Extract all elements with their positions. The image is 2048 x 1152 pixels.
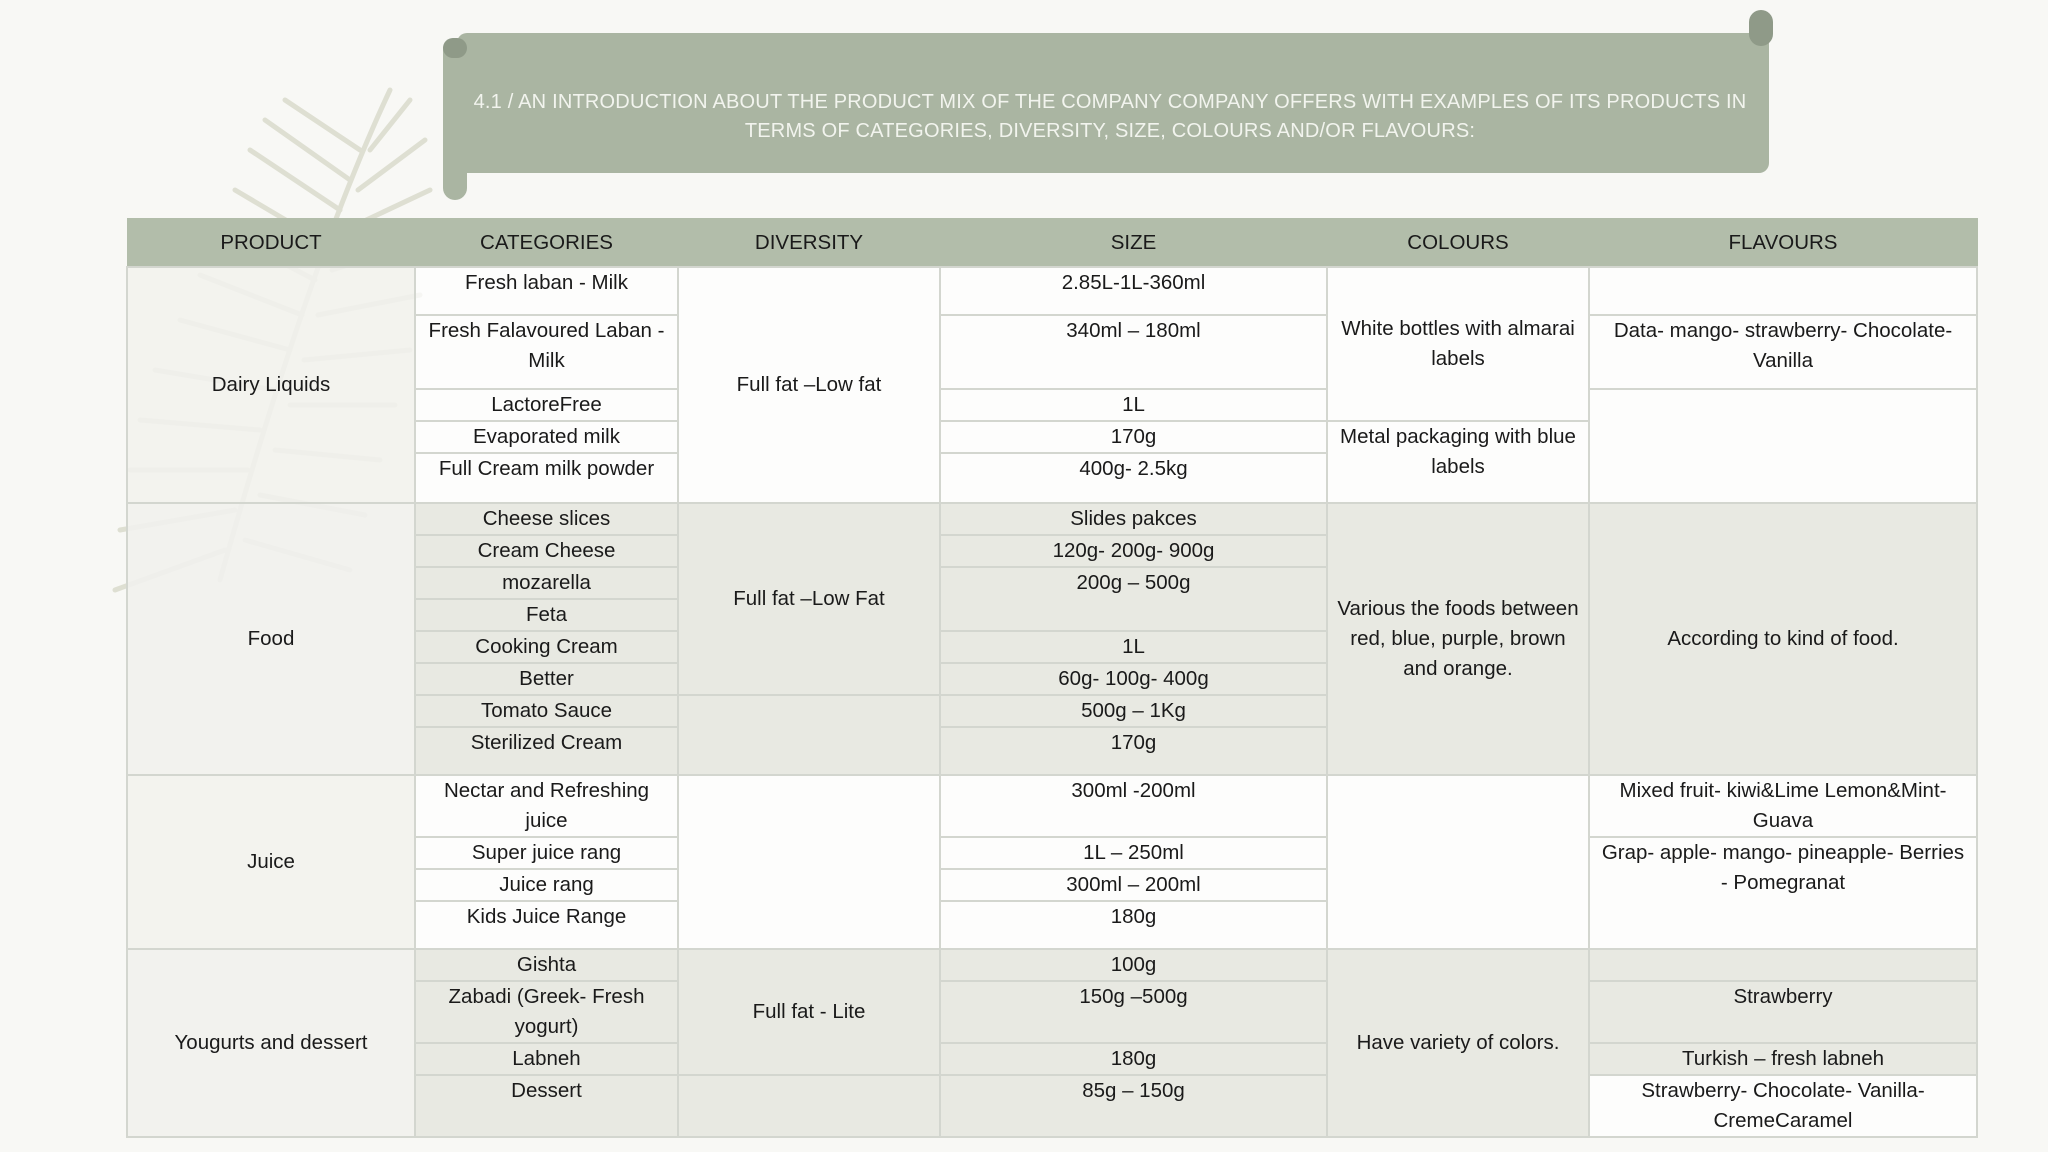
flavours-cell: According to kind of food. xyxy=(1589,503,1977,775)
product-cell: Yougurts and dessert xyxy=(127,949,415,1137)
size-cell: 200g – 500g xyxy=(940,567,1327,631)
product-mix-table xyxy=(126,218,1978,1138)
table-header-row xyxy=(127,219,1977,268)
category-cell: LactoreFree xyxy=(415,389,678,421)
header-product: PRODUCT xyxy=(127,219,415,268)
colours-cell-empty xyxy=(1327,775,1589,949)
category-cell: Super juice rang xyxy=(415,837,678,869)
size-cell: 1L – 250ml xyxy=(940,837,1327,869)
flavours-cell-empty xyxy=(1589,389,1977,503)
category-cell: Evaporated milk xyxy=(415,421,678,453)
category-cell: Fresh Falavoured Laban - Milk xyxy=(415,315,678,389)
size-cell: Slides pakces xyxy=(940,503,1327,535)
group-yogurts-and-dessert xyxy=(127,949,1977,1137)
category-cell: Cheese slices xyxy=(415,503,678,535)
table-row xyxy=(127,503,1977,535)
colours-cell: Various the foods between red, blue, purple, brown and orange. xyxy=(1327,503,1589,775)
diversity-cell: Full fat –Low fat xyxy=(678,267,940,503)
flavours-cell: Turkish – fresh labneh xyxy=(1589,1043,1977,1075)
size-cell: 180g xyxy=(940,901,1327,949)
table-row xyxy=(127,267,1977,315)
category-cell: Better xyxy=(415,663,678,695)
size-cell: 170g xyxy=(940,421,1327,453)
size-cell: 1L xyxy=(940,389,1327,421)
size-cell: 180g xyxy=(940,1043,1327,1075)
size-cell: 1L xyxy=(940,631,1327,663)
flavours-cell: Strawberry xyxy=(1589,981,1977,1043)
product-cell: Food xyxy=(127,503,415,775)
flavours-cell-empty xyxy=(1589,267,1977,315)
diversity-cell-empty xyxy=(678,1075,940,1137)
category-cell: Gishta xyxy=(415,949,678,981)
category-cell: Labneh xyxy=(415,1043,678,1075)
header-size: SIZE xyxy=(940,219,1327,268)
header-colours: COLOURS xyxy=(1327,219,1589,268)
page-title: 4.1 / AN INTRODUCTION ABOUT THE PRODUCT MIX OF THE COMPANY COMPANY OFFERS WITH EXAMPLES OF ITS PRODUCTS IN TERMS OF CATEGORIES, DIVERSITY, SIZE, COLOURS AND/OR FLAVOURS: xyxy=(473,91,1747,142)
category-cell: Full Cream milk powder xyxy=(415,453,678,503)
colours-cell: Metal packaging with blue labels xyxy=(1327,421,1589,503)
size-cell: 170g xyxy=(940,727,1327,775)
category-cell: Cooking Cream xyxy=(415,631,678,663)
colours-cell: White bottles with almarai labels xyxy=(1327,267,1589,421)
header-flavours: FLAVOURS xyxy=(1589,219,1977,268)
flavours-cell: Mixed fruit- kiwi&Lime Lemon&Mint- Guava xyxy=(1589,775,1977,837)
flavours-cell: Grap- apple- mango- pineapple- Berries - Pomegranat xyxy=(1589,837,1977,949)
table-row xyxy=(127,949,1977,981)
size-cell: 2.85L-1L-360ml xyxy=(940,267,1327,315)
category-cell: Nectar and Refreshing juice xyxy=(415,775,678,837)
group-food xyxy=(127,503,1977,775)
size-cell: 150g –500g xyxy=(940,981,1327,1043)
size-cell: 400g- 2.5kg xyxy=(940,453,1327,503)
flavours-cell: Data- mango- strawberry- Chocolate- Vanilla xyxy=(1589,315,1977,389)
category-cell: Dessert xyxy=(415,1075,678,1137)
category-cell: Sterilized Cream xyxy=(415,727,678,775)
category-cell: Zabadi (Greek- Fresh yogurt) xyxy=(415,981,678,1043)
size-cell: 100g xyxy=(940,949,1327,981)
size-cell: 120g- 200g- 900g xyxy=(940,535,1327,567)
flavours-cell xyxy=(1589,949,1977,981)
header-diversity: DIVERSITY xyxy=(678,219,940,268)
diversity-cell: Full fat –Low Fat xyxy=(678,503,940,695)
product-cell: Juice xyxy=(127,775,415,949)
category-cell: Tomato Sauce xyxy=(415,695,678,727)
diversity-cell-empty xyxy=(678,775,940,949)
category-cell: Juice rang xyxy=(415,869,678,901)
size-cell: 60g- 100g- 400g xyxy=(940,663,1327,695)
size-cell: 300ml -200ml xyxy=(940,775,1327,837)
size-cell: 300ml – 200ml xyxy=(940,869,1327,901)
size-cell: 340ml – 180ml xyxy=(940,315,1327,389)
category-cell: Kids Juice Range xyxy=(415,901,678,949)
header-categories: CATEGORIES xyxy=(415,219,678,268)
category-cell: Feta xyxy=(415,599,678,631)
size-cell: 85g – 150g xyxy=(940,1075,1327,1137)
diversity-cell-empty xyxy=(678,695,940,775)
diversity-cell: Full fat - Lite xyxy=(678,949,940,1075)
table-row xyxy=(127,775,1977,837)
category-cell: Fresh laban - Milk xyxy=(415,267,678,315)
product-cell: Dairy Liquids xyxy=(127,267,415,503)
category-cell: mozarella xyxy=(415,567,678,599)
colours-cell: Have variety of colors. xyxy=(1327,949,1589,1137)
category-cell: Cream Cheese xyxy=(415,535,678,567)
group-dairy-liquids xyxy=(127,267,1977,503)
size-cell: 500g – 1Kg xyxy=(940,695,1327,727)
flavours-cell: Strawberry- Chocolate- Vanilla- CremeCaramel xyxy=(1589,1075,1977,1137)
group-juice xyxy=(127,775,1977,949)
